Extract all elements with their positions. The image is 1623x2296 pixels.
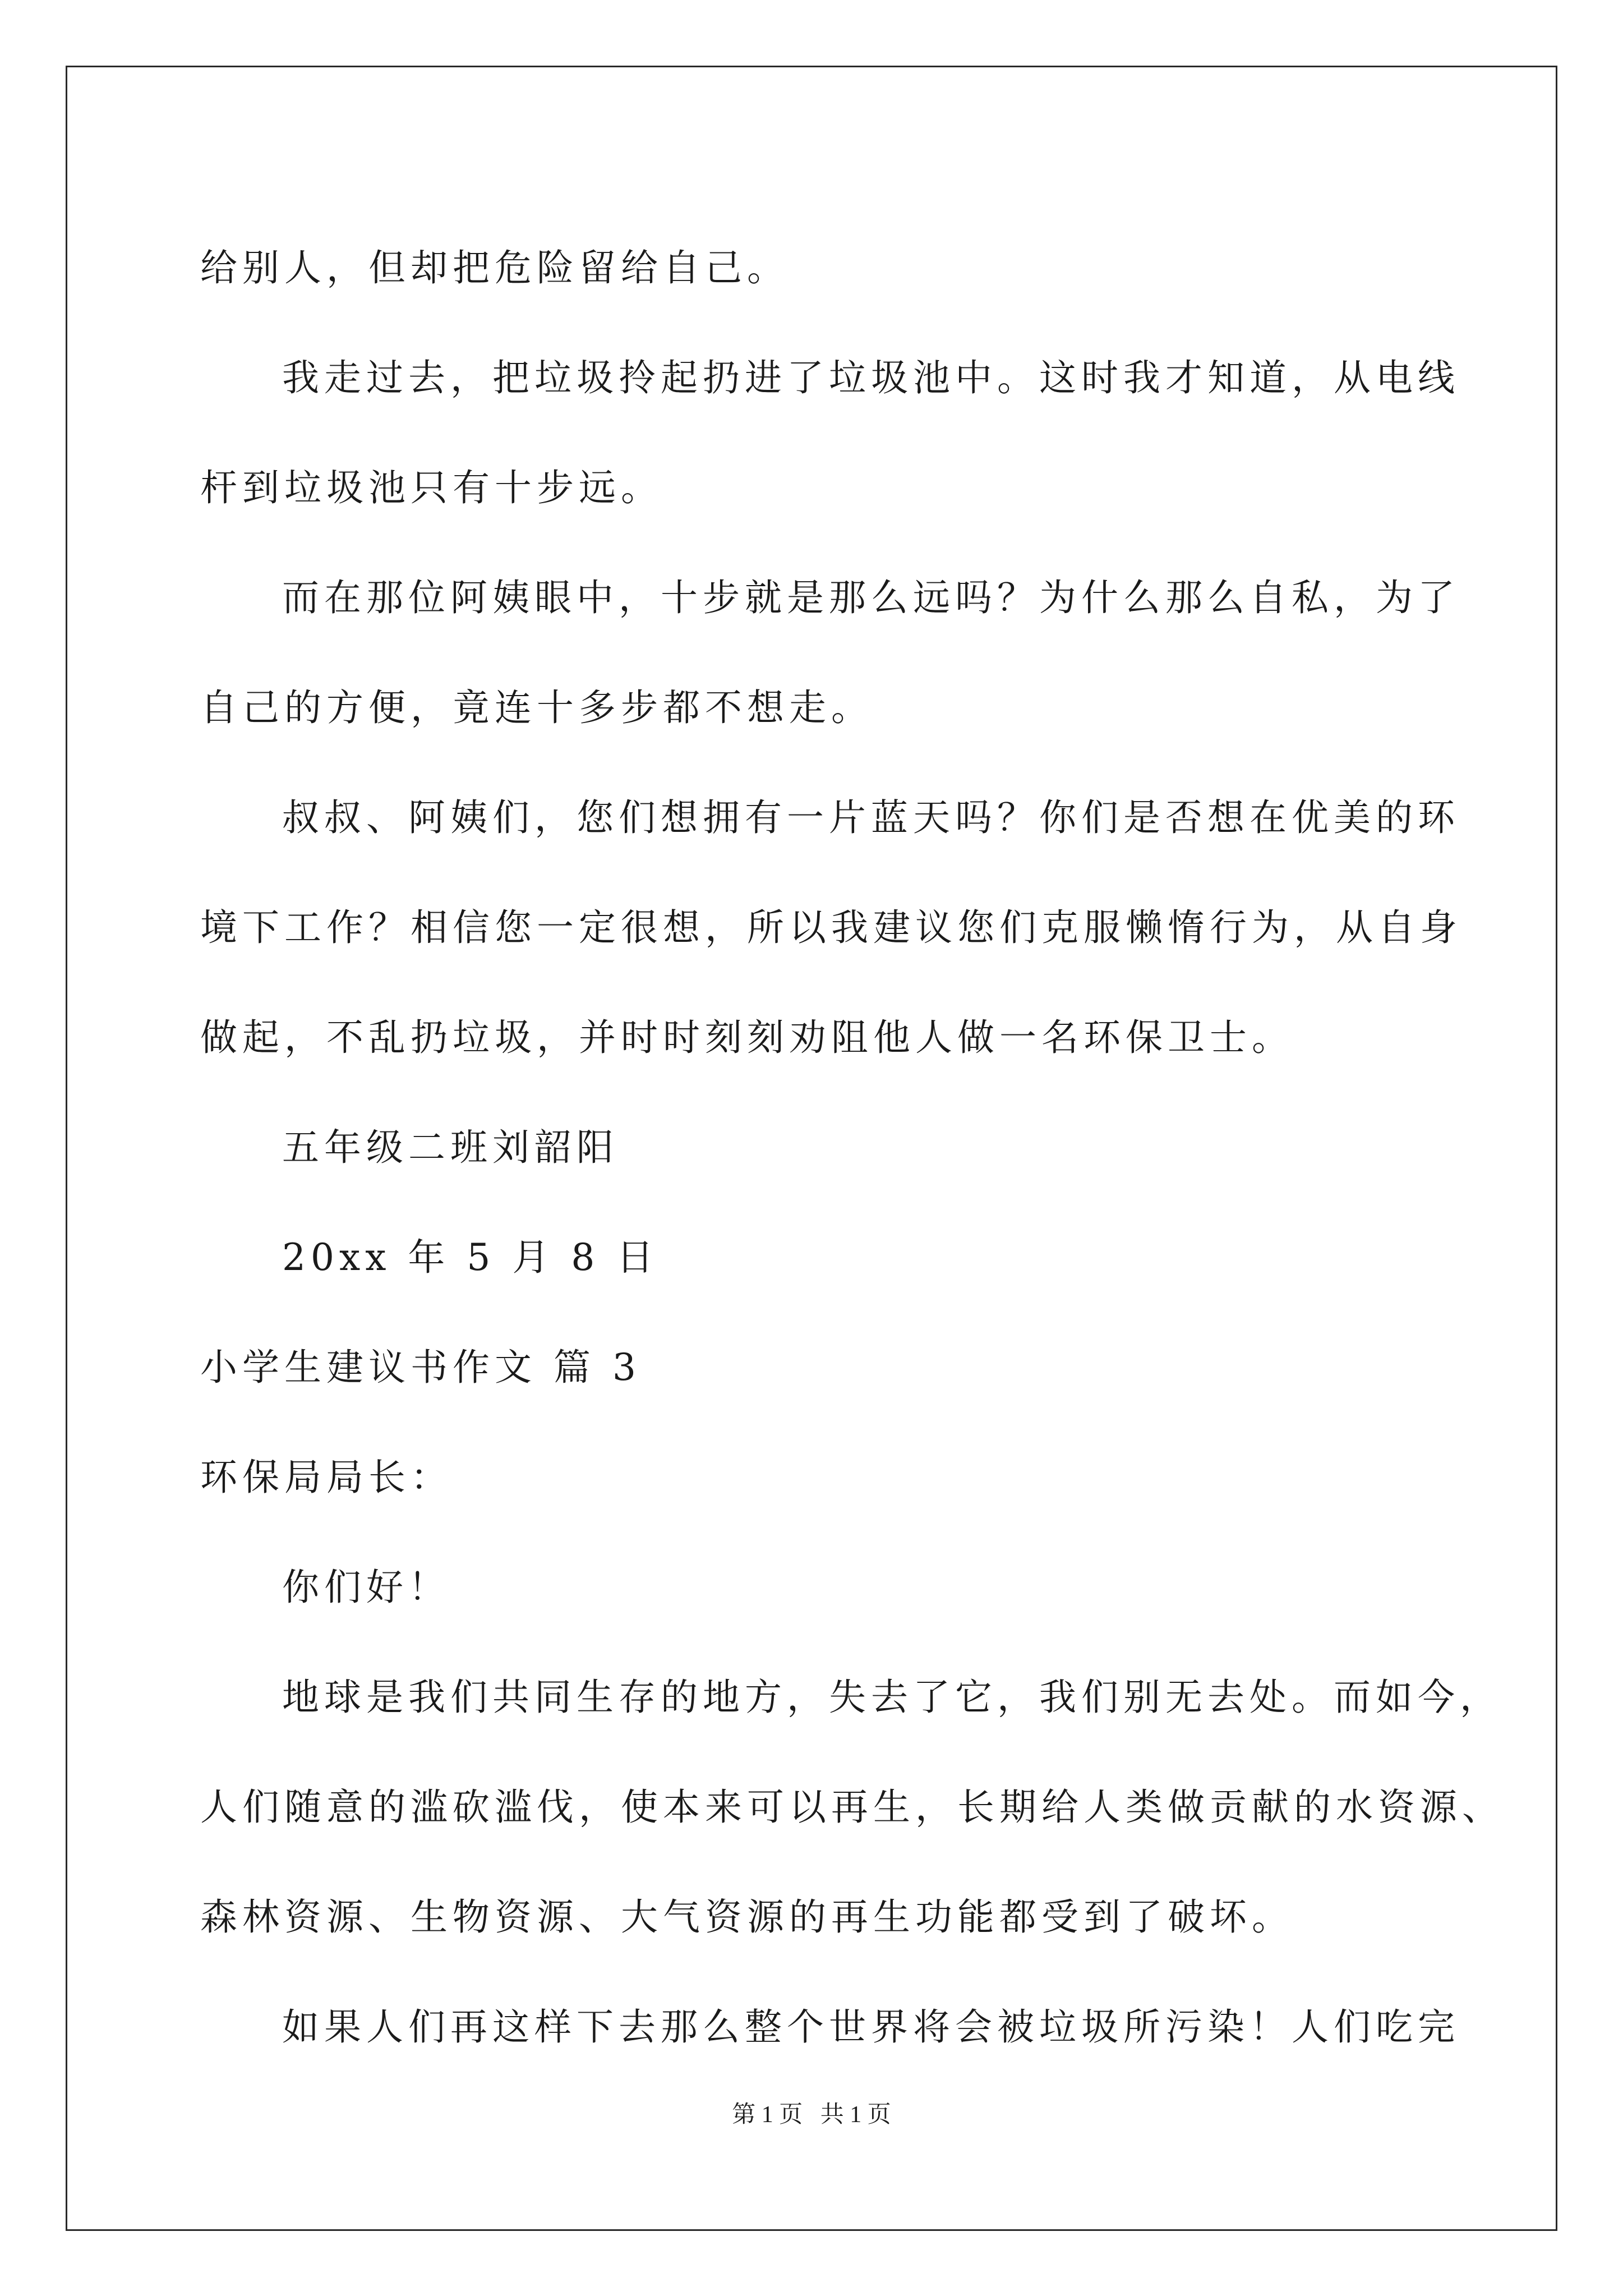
paragraph-line: 境下工作？相信您一定很想，所以我建议您们克服懒惰行为，从自身 [200, 906, 1462, 949]
letter-salutation: 环保局局长： [200, 1456, 453, 1499]
signature-name: 五年级二班刘韶阳 [282, 1126, 619, 1169]
paragraph-line: 杆到垃圾池只有十步远。 [200, 466, 663, 509]
paragraph-line: 叔叔、阿姨们，您们想拥有一片蓝天吗？你们是否想在优美的环 [282, 796, 1460, 839]
page-number-footer: 第 1 页 共 1 页 [732, 2102, 891, 2128]
document-body [200, 213, 1504, 2082]
paragraph-line: 做起，不乱扔垃圾，并时时刻刻劝阻他人做一名环保卫士。 [200, 1016, 1294, 1059]
section-heading: 小学生建议书作文 篇 3 [200, 1346, 641, 1389]
paragraph-line: 人们随意的滥砍滥伐，使本来可以再生，长期给人类做贡献的水资源、 [200, 1786, 1504, 1829]
signature-date: 20xx 年 5 月 8 日 [282, 1236, 659, 1279]
paragraph-line: 给别人，但却把危险留给自己。 [200, 246, 789, 289]
paragraph-line: 我走过去，把垃圾拎起扔进了垃圾池中。这时我才知道，从电线 [282, 356, 1460, 399]
paragraph-line: 自己的方便，竟连十多步都不想走。 [200, 686, 873, 729]
paragraph-line: 而在那位阿姨眼中，十步就是那么远吗？为什么那么自私，为了 [282, 576, 1460, 619]
letter-greeting: 你们好！ [282, 1566, 450, 1609]
paragraph-line: 地球是我们共同生存的地方，失去了它，我们别无去处。而如今， [282, 1676, 1502, 1719]
paragraph-line: 森林资源、生物资源、大气资源的再生功能都受到了破坏。 [200, 1895, 1294, 1939]
paragraph-line: 如果人们再这样下去那么整个世界将会被垃圾所污染！人们吃完 [282, 2005, 1460, 2049]
